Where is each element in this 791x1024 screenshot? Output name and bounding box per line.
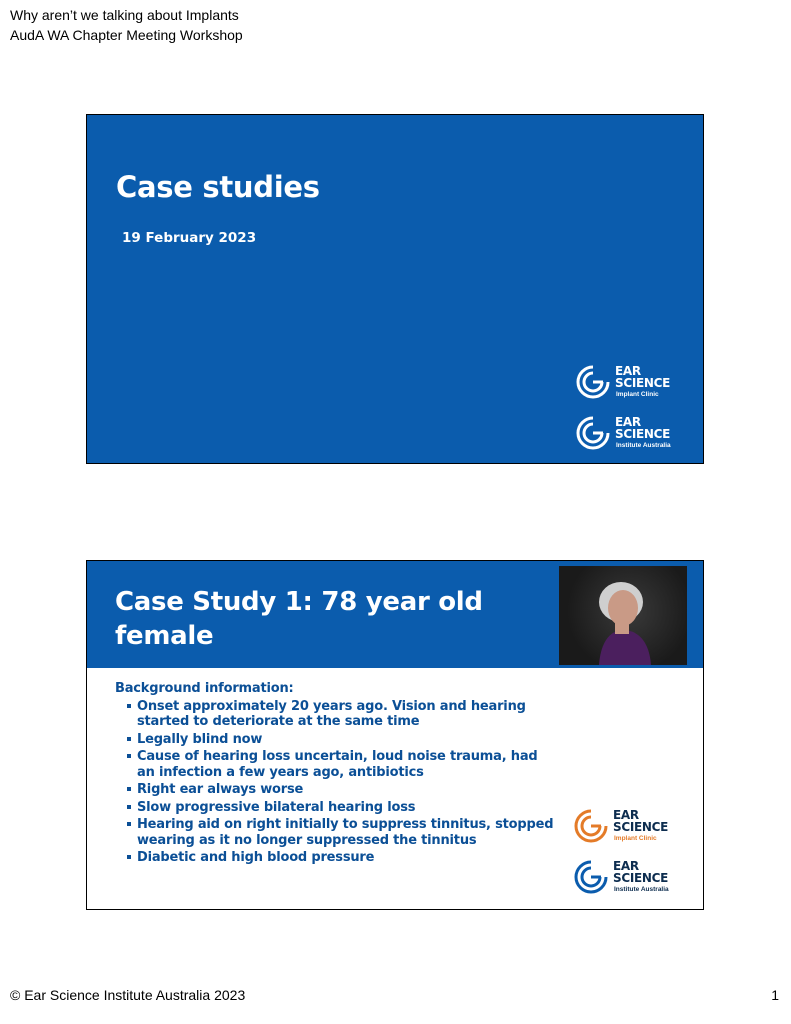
patient-photo bbox=[559, 566, 687, 665]
ear-logo-icon bbox=[575, 364, 611, 400]
logo-text-science: SCIENCE bbox=[613, 820, 669, 834]
logo-text-science: SCIENCE bbox=[615, 376, 671, 390]
bullet-item: Right ear always worse bbox=[125, 782, 555, 798]
bullet-item: Onset approximately 20 years ago. Vision and hearing started to deteriorate at the same time bbox=[125, 699, 555, 730]
background-heading: Background information: bbox=[115, 681, 294, 696]
logo-text-implant-clinic: Implant Clinic bbox=[614, 835, 657, 842]
bullet-item: Hearing aid on right initially to suppress tinnitus, stopped wearing as it no longer suppressed the tinnitus bbox=[125, 817, 555, 848]
document-header-title: Why aren’t we talking about Implants bbox=[10, 7, 239, 23]
ear-science-implant-clinic-logo bbox=[573, 804, 693, 850]
ear-logo-icon bbox=[575, 415, 611, 451]
footer-copyright: © Ear Science Institute Australia 2023 bbox=[10, 987, 246, 1003]
ear-logo-icon bbox=[573, 808, 609, 844]
page-number: 1 bbox=[771, 987, 779, 1003]
document-header-subtitle: AudA WA Chapter Meeting Workshop bbox=[10, 27, 243, 43]
ear-science-institute-logo bbox=[573, 855, 693, 901]
logo-text-institute-australia: Institute Australia bbox=[614, 886, 669, 893]
slide2-title: Case Study 1: 78 year old female bbox=[115, 587, 483, 651]
bullet-item: Slow progressive bilateral hearing loss bbox=[125, 800, 555, 816]
logo-text-science: SCIENCE bbox=[613, 871, 669, 885]
logo-text-science: SCIENCE bbox=[615, 427, 671, 441]
background-bullet-list bbox=[115, 699, 555, 866]
slide1-title: Case studies bbox=[116, 170, 320, 204]
portrait-image-icon bbox=[559, 566, 687, 665]
ear-science-implant-clinic-logo bbox=[575, 360, 695, 406]
slide-title bbox=[86, 114, 704, 464]
slide-case-study-1 bbox=[86, 560, 704, 910]
bullet-item: Cause of hearing loss uncertain, loud noise trauma, had an infection a few years ago, antibiotics bbox=[125, 749, 555, 780]
logo-text-implant-clinic: Implant Clinic bbox=[616, 391, 659, 398]
logo-text-ear: EAR bbox=[615, 364, 641, 378]
ear-science-institute-logo bbox=[575, 411, 695, 457]
logo-text-institute-australia: Institute Australia bbox=[616, 442, 671, 449]
logo-text-ear: EAR bbox=[613, 859, 639, 873]
logo-text-ear: EAR bbox=[613, 808, 639, 822]
slide1-date: 19 February 2023 bbox=[122, 230, 257, 246]
logo-text-ear: EAR bbox=[615, 415, 641, 429]
bullet-item: Diabetic and high blood pressure bbox=[125, 850, 555, 866]
bullet-item: Legally blind now bbox=[125, 732, 555, 748]
ear-logo-icon bbox=[573, 859, 609, 895]
slide2-body bbox=[115, 681, 555, 866]
